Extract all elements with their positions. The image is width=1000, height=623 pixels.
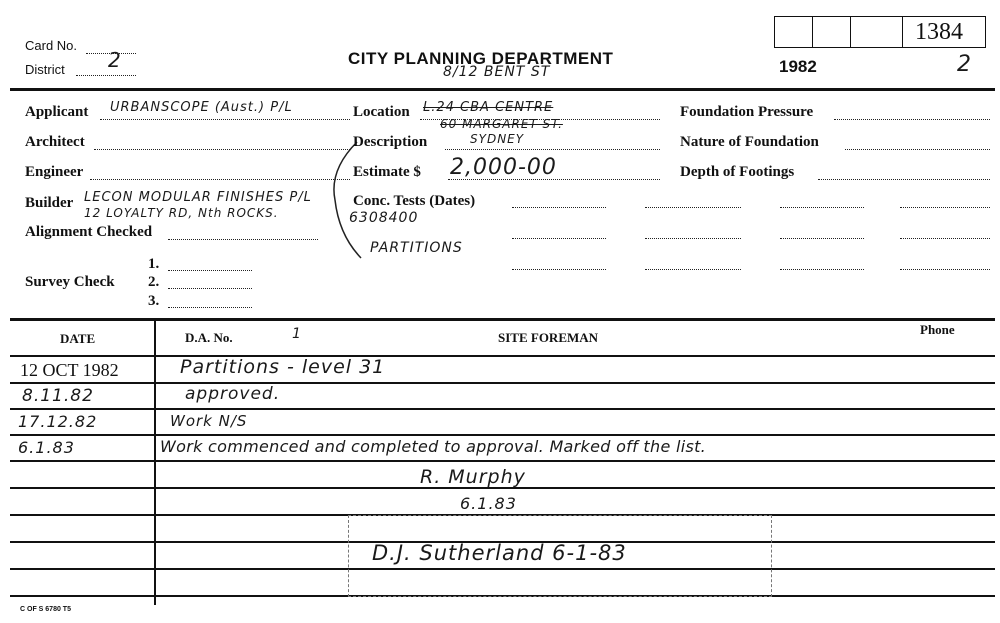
- entry-text: approved.: [185, 384, 281, 404]
- foundation-pressure-label: Foundation Pressure: [680, 104, 814, 120]
- builder-line-2: 12 LOYALTY RD, Nth ROCKS.: [84, 206, 279, 220]
- phone-header: Phone: [920, 322, 955, 337]
- entry-text: Work N/S: [170, 412, 248, 430]
- header-rule: [10, 88, 995, 91]
- architect-line: [94, 148, 350, 150]
- page-title: CITY PLANNING DEPARTMENT: [348, 49, 614, 68]
- engineer-label: Engineer: [25, 164, 84, 180]
- log-row-rule-1: [10, 355, 995, 357]
- stamp-signature: D.J. Sutherland 6-1-83: [372, 541, 627, 565]
- card-box-3: [850, 16, 904, 48]
- survey-label: Survey Check: [25, 274, 115, 290]
- survey-num-1: 1.: [148, 256, 160, 272]
- location-line: [420, 118, 660, 120]
- conc-tests-label: Conc. Tests (Dates): [353, 193, 476, 209]
- description-note: PARTITIONS: [370, 240, 463, 256]
- location-label: Location: [353, 104, 410, 120]
- conc-line-r1c4: [900, 206, 990, 208]
- conc-line-r3c3: [780, 268, 864, 270]
- conc-line-r2c3: [780, 237, 864, 239]
- description-line: [445, 148, 660, 150]
- conc-line-r3c2: [645, 268, 741, 270]
- estimate-label: Estimate $: [353, 164, 421, 180]
- card-no-label: Card No.: [25, 38, 78, 53]
- entry-text: Partitions - level 31: [180, 356, 386, 378]
- card-box-1: [774, 16, 814, 48]
- entry-date: 17.12.82: [18, 412, 98, 431]
- depth-footings-line: [818, 178, 990, 180]
- entry-text: Work commenced and completed to approval. Marked off the list.: [160, 437, 707, 456]
- builder-label: Builder: [25, 195, 74, 211]
- log-row-rule-3: [10, 408, 995, 410]
- survey-num-3: 3.: [148, 293, 160, 309]
- applicant-value: URBANSCOPE (Aust.) P/L: [110, 100, 293, 115]
- conc-line-r1c1: [512, 206, 606, 208]
- conc-line-r2c2: [645, 237, 741, 239]
- district-line: [76, 74, 136, 76]
- form-code: C OF S 6780 T5: [20, 606, 71, 613]
- street-address: 8/12 BENT ST: [443, 64, 551, 80]
- description-label: Description: [353, 134, 428, 150]
- card-year: 1982: [779, 57, 817, 76]
- card-box-2: [812, 16, 852, 48]
- survey-line-3: [168, 306, 252, 308]
- card-no-value: 2: [108, 48, 122, 72]
- foreman-signature: R. Murphy: [420, 466, 526, 488]
- entry-date: 12 OCT 1982: [20, 360, 119, 380]
- location-city: SYDNEY: [470, 132, 525, 146]
- estimate-line: [448, 178, 660, 180]
- alignment-label: Alignment Checked: [25, 224, 153, 240]
- conc-line-r3c1: [512, 268, 606, 270]
- conc-line-r2c1: [512, 237, 606, 239]
- log-row-rule-5: [10, 460, 995, 462]
- date-header: DATE: [60, 331, 96, 346]
- applicant-label: Applicant: [25, 104, 89, 120]
- survey-num-2: 2.: [148, 274, 160, 290]
- builder-line-1: LECON MODULAR FINISHES P/L: [84, 190, 312, 205]
- card-number: 1384: [915, 19, 963, 45]
- survey-line-1: [168, 269, 252, 271]
- log-row-rule-4: [10, 434, 995, 436]
- alignment-line: [168, 238, 318, 240]
- location-line-2: 60 MARGARET ST.: [440, 117, 563, 131]
- signature-date: 6.1.83: [460, 494, 517, 513]
- nature-foundation-line: [845, 148, 990, 150]
- log-top-rule: [10, 318, 995, 321]
- estimate-value: 2,000-00: [450, 155, 557, 180]
- district-label: District: [25, 62, 65, 77]
- date-column-divider: [154, 320, 156, 605]
- conc-line-r1c2: [645, 206, 741, 208]
- entry-date: 6.1.83: [18, 438, 75, 457]
- sheet-number: 2: [957, 52, 972, 77]
- builder-phone: 6308400: [349, 210, 419, 226]
- foundation-pressure-line: [834, 118, 990, 120]
- engineer-line: [90, 178, 350, 180]
- card-number-box: [902, 16, 986, 48]
- architect-label: Architect: [25, 134, 85, 150]
- da-no-value: 1: [292, 326, 302, 342]
- depth-footings-label: Depth of Footings: [680, 164, 795, 180]
- da-no-label: D.A. No.: [185, 330, 233, 345]
- log-row-rule-2: [10, 382, 995, 384]
- conc-line-r3c4: [900, 268, 990, 270]
- site-foreman-header: SITE FOREMAN: [498, 330, 599, 345]
- nature-foundation-label: Nature of Foundation: [680, 134, 819, 150]
- applicant-line: [100, 118, 350, 120]
- entry-date: 8.11.82: [22, 386, 94, 406]
- conc-line-r1c3: [780, 206, 864, 208]
- conc-line-r2c4: [900, 237, 990, 239]
- survey-line-2: [168, 287, 252, 289]
- location-struck: L.24 CBA CENTRE: [423, 100, 554, 115]
